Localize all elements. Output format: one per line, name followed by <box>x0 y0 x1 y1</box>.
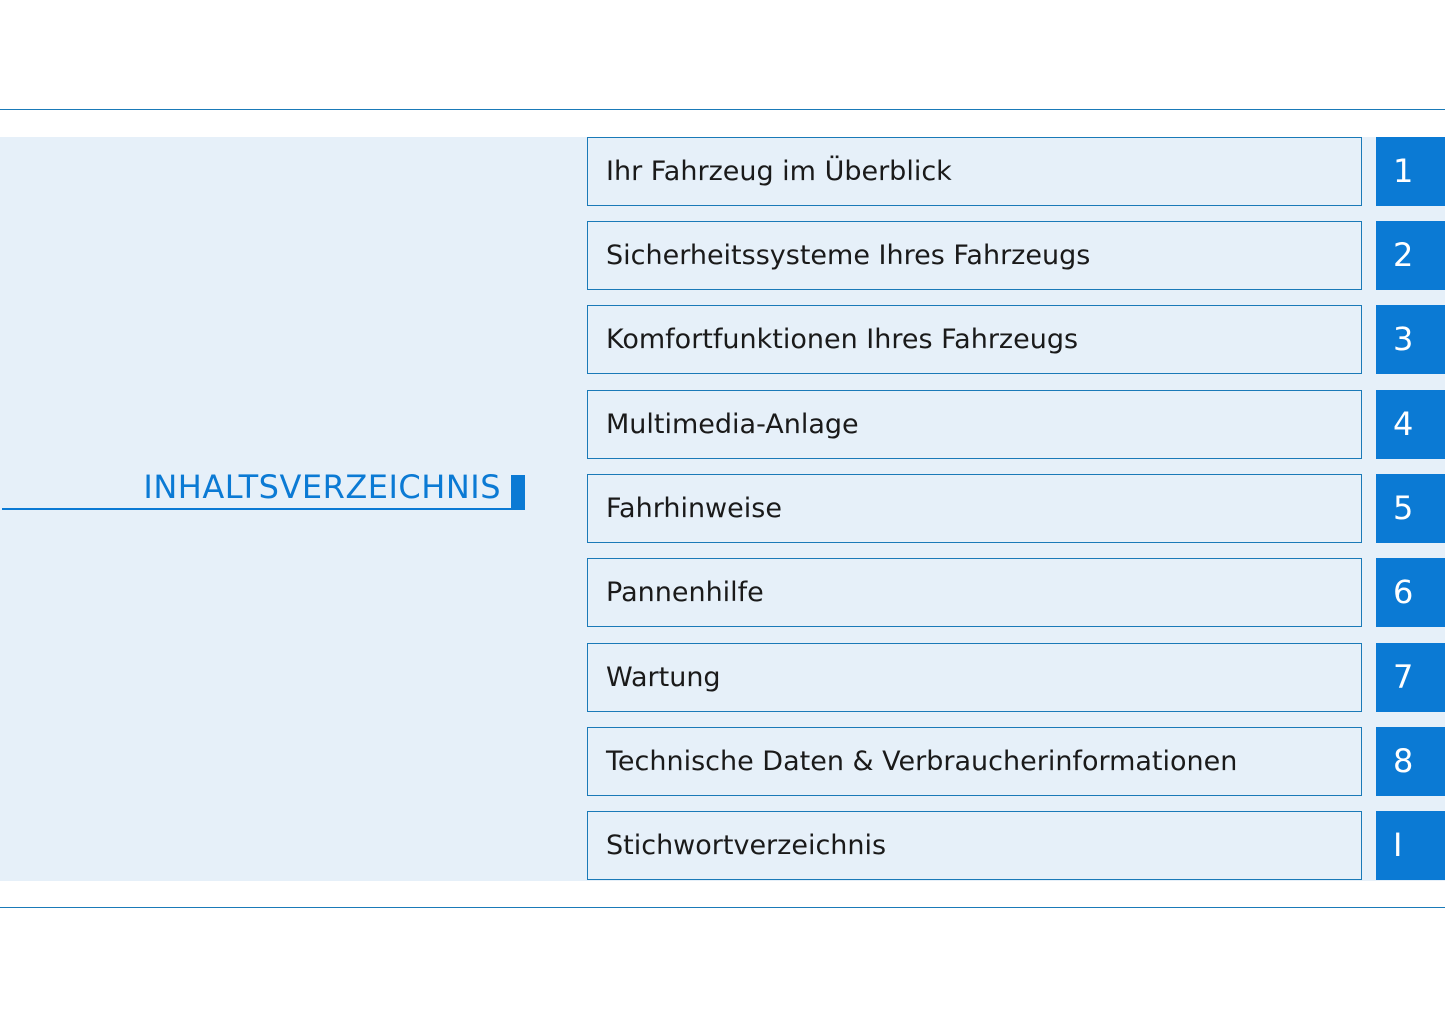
chapter-number: 3 <box>1393 320 1414 358</box>
bottom-rule <box>0 907 1445 908</box>
chapter-number: 6 <box>1393 573 1414 611</box>
chapter-item[interactable] <box>587 727 1445 796</box>
chapter-item[interactable] <box>587 558 1445 627</box>
toc-title-block <box>2 466 525 510</box>
chapter-label: Fahrhinweise <box>606 493 782 524</box>
chapter-number: 1 <box>1393 152 1414 190</box>
chapter-box[interactable] <box>587 811 1362 880</box>
chapter-tab[interactable] <box>1376 811 1445 880</box>
chapter-tab[interactable] <box>1376 137 1445 206</box>
chapter-label: Komfortfunktionen Ihres Fahrzeugs <box>606 324 1079 355</box>
chapter-number: 8 <box>1393 742 1414 780</box>
chapter-box[interactable] <box>587 137 1362 206</box>
chapter-box[interactable] <box>587 221 1362 290</box>
chapter-box[interactable] <box>587 305 1362 374</box>
chapter-item[interactable] <box>587 811 1445 880</box>
chapter-label: Stichwortverzeichnis <box>606 830 887 861</box>
chapter-box[interactable] <box>587 558 1362 627</box>
chapter-tab[interactable] <box>1376 390 1445 459</box>
chapter-tab[interactable] <box>1376 474 1445 543</box>
chapter-label: Multimedia-Anlage <box>606 409 859 440</box>
chapter-tab[interactable] <box>1376 305 1445 374</box>
chapter-item[interactable] <box>587 305 1445 374</box>
chapter-item[interactable] <box>587 474 1445 543</box>
chapter-box[interactable] <box>587 474 1362 543</box>
chapter-label: Wartung <box>606 662 721 693</box>
chapter-number: 4 <box>1393 405 1414 443</box>
chapter-label: Sicherheitssysteme Ihres Fahrzeugs <box>606 240 1091 271</box>
chapter-number: 2 <box>1393 236 1414 274</box>
title-marker <box>511 475 525 510</box>
chapter-label: Technische Daten & Verbraucherinformationen <box>606 746 1238 777</box>
chapter-tab[interactable] <box>1376 643 1445 712</box>
chapter-label: Ihr Fahrzeug im Überblick <box>606 156 952 187</box>
chapter-tab[interactable] <box>1376 558 1445 627</box>
chapter-tab[interactable] <box>1376 221 1445 290</box>
chapter-label: Pannenhilfe <box>606 577 764 608</box>
chapter-item[interactable] <box>587 221 1445 290</box>
chapter-item[interactable] <box>587 137 1445 206</box>
title-underline <box>2 508 525 510</box>
chapter-number: I <box>1393 826 1403 864</box>
chapter-box[interactable] <box>587 390 1362 459</box>
top-rule <box>0 109 1445 110</box>
chapter-box[interactable] <box>587 643 1362 712</box>
chapter-box[interactable] <box>587 727 1362 796</box>
chapter-item[interactable] <box>587 643 1445 712</box>
chapter-number: 5 <box>1393 489 1414 527</box>
chapter-item[interactable] <box>587 390 1445 459</box>
chapter-tab[interactable] <box>1376 727 1445 796</box>
chapter-number: 7 <box>1393 658 1414 696</box>
page-title: INHALTSVERZEICHNIS <box>143 468 501 506</box>
